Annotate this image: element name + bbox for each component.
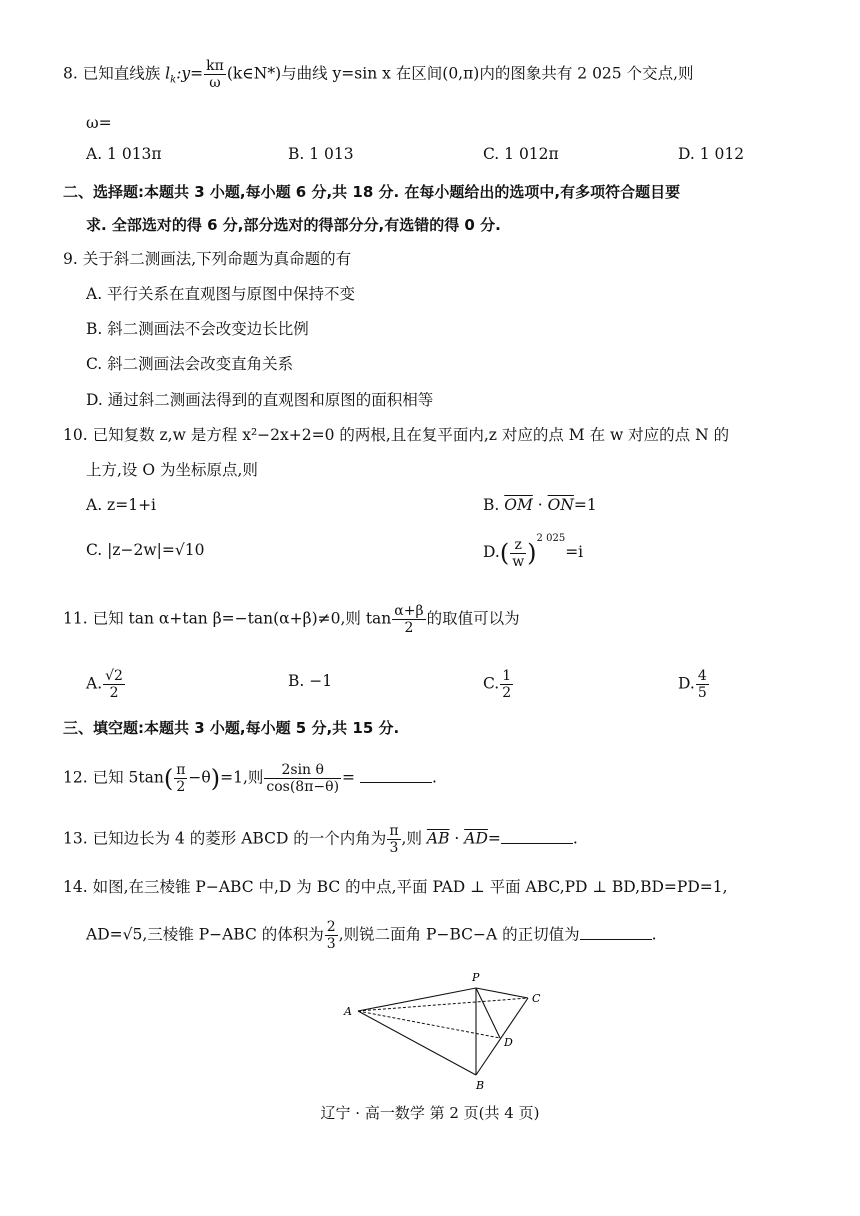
q10-stem-line2: 上方,设 O 为坐标原点,则 [86,461,258,479]
q8-option-c: C. 1 012π [483,145,559,163]
tetrahedron-figure [330,965,560,1095]
q9-stem: 9. 关于斜二测画法,下列命题为真命题的有 [63,250,352,268]
edge-bc [476,998,528,1075]
edge-pd [476,988,500,1038]
label-b: B [476,1079,485,1092]
edge-ad-hidden [358,1011,500,1038]
q11-option-d: D. $\frac{4}{5}$ [678,668,707,701]
q8-option-d: D. 1 012 [678,145,745,163]
q12-stem: 12. 已知 5tan( $\frac{\pi}{2}$ −θ)=1,则 $\frac{\text{2sin θ}}{\cos(8\pi-\theta)}$ = . [63,762,437,795]
page-footer: 辽宁 · 高一数学 第 2 页(共 4 页) [320,1104,540,1122]
q8-line2: ω= [86,114,112,132]
q8-option-b: B. 1 013 [288,145,354,163]
q11-stem: 11. 已知 tan α+tan β=−tan(α+β)≠0,则 tan $\frac{\alpha+\beta}{2}$ 的取值可以为 [63,603,520,636]
q10-option-c: C. |z−2w|=√10 [86,541,205,559]
q9-option-b: B. 斜二测画法不会改变边长比例 [86,320,309,338]
q10-option-a: A. z=1+i [86,496,157,514]
q10-stem-line1: 10. 已知复数 z,w 是方程 x²−2x+2=0 的两根,且在复平面内,z 对应的点 M 在 w 对应的点 N 的 [63,426,730,444]
edge-pc [476,988,528,998]
q8-fraction: $\frac{k\pi}{\omega}$ [206,58,224,91]
q10-option-d: D.( $\frac{z}{w}$ )$^{2 025}$=i [483,533,584,570]
edge-ap [358,988,476,1011]
q14-answer-blank[interactable] [580,925,652,940]
q10-option-b: B. $\overline{OM} \cdot \overline{ON}=1$ [483,496,597,514]
label-p: P [472,971,480,984]
q14-stem-line2: AD=√5,三棱锥 P−ABC 的体积为 $\frac{2}{3}$ ,则锐二面角 P−BC−A 的正切值为 . [86,919,657,952]
edge-ac-hidden [358,998,528,1011]
q11-option-a: A. $\frac{√2}{2}$ [86,668,123,701]
q12-answer-blank[interactable] [360,768,432,783]
q9-option-d: D. 通过斜二测画法得到的直观图和原图的面积相等 [86,391,434,409]
q9-option-a: A. 平行关系在直观图与原图中保持不变 [86,285,356,303]
q13-stem: 13. 已知边长为 4 的菱形 ABCD 的一个内角为 $\frac{\pi}{3}$ ,则 $\overline{AB} \cdot \overline{AD}=$ . [63,823,578,856]
section3-heading: 三、填空题:本题共 3 小题,每小题 5 分,共 15 分. [63,719,400,737]
edge-ab [358,1011,476,1075]
q9-option-c: C. 斜二测画法会改变直角关系 [86,355,294,373]
q11-option-b: B. −1 [288,672,333,690]
q11-option-c: C. $\frac{1}{2}$ [483,668,512,701]
q8-option-a: A. 1 013π [86,145,162,163]
label-c: C [532,992,541,1005]
section2-instructions: 求. 全部选对的得 6 分,部分选对的得部分分,有选错的得 0 分. [86,216,501,234]
q8-stem: 8. 已知直线族 $l_k:y=$ $\frac{k\pi}{\omega}$ (k∈N*)与曲线 y=sin x 在区间(0,π)内的图象共有 2 025 个交点,则 [63,58,694,91]
label-d: D [504,1036,513,1049]
q14-stem-line1: 14. 如图,在三棱锥 P−ABC 中,D 为 BC 的中点,平面 PAD ⊥ 平面 ABC,PD ⊥ BD,BD=PD=1, [63,878,728,896]
section2-heading: 二、选择题:本题共 3 小题,每小题 6 分,共 18 分. 在每小题给出的选项中,有多项符合题目要 [63,183,681,201]
label-a: A [344,1005,352,1018]
q13-answer-blank[interactable] [501,829,573,844]
